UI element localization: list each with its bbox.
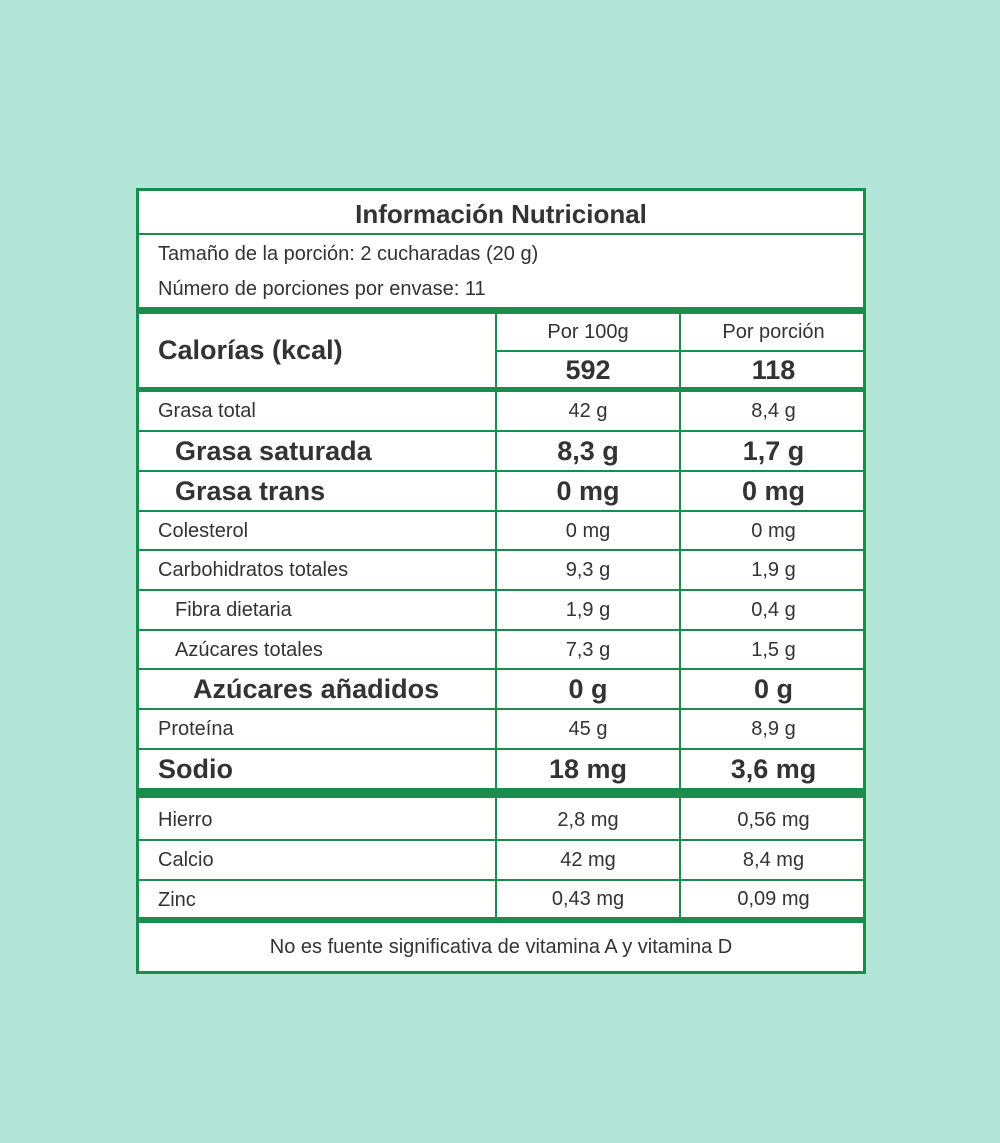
- column-header-per-100g: Por 100g: [547, 320, 629, 343]
- serving-size: Tamaño de la porción: 2 cucharadas (20 g): [158, 242, 539, 265]
- footer-note: No es fuente significativa de vitamina A y vitamina D: [269, 935, 733, 958]
- nutrient-per-100g: 18 mg: [548, 753, 628, 784]
- nutrient-per-100g: 0 mg: [556, 475, 620, 506]
- nutrient-name: Azúcares totales: [175, 638, 323, 661]
- mineral-name: Calcio: [158, 848, 214, 871]
- column-divider: [495, 392, 497, 788]
- nutrient-per-serving: 0 g: [753, 673, 793, 704]
- column-header-per-serving: Por porción: [722, 320, 825, 343]
- mineral-per-serving: 0,56 mg: [737, 808, 810, 831]
- nutrient-per-100g: 9,3 g: [565, 558, 611, 581]
- nutrient-per-serving: 1,7 g: [742, 435, 805, 466]
- nutrient-per-100g: 0 g: [568, 673, 608, 704]
- nutrient-per-100g: 0 mg: [565, 519, 611, 542]
- nutrient-name: Grasa saturada: [175, 435, 372, 466]
- mineral-per-serving: 8,4 mg: [742, 848, 805, 871]
- nutrient-per-100g: 7,3 g: [565, 638, 611, 661]
- calories-per-serving: 118: [751, 354, 796, 385]
- mineral-per-100g: 42 mg: [560, 848, 616, 871]
- column-divider: [679, 314, 681, 387]
- nutrient-per-100g: 1,9 g: [565, 598, 611, 621]
- nutrient-per-serving: 1,5 g: [751, 638, 796, 661]
- nutrient-per-serving: 8,9 g: [751, 717, 796, 740]
- mineral-name: Zinc: [158, 888, 196, 911]
- thick-divider: [139, 307, 863, 314]
- calories-label: Calorías (kcal): [158, 335, 343, 365]
- nutrient-name: Fibra dietaria: [175, 598, 292, 621]
- calories-per-100g: 592: [565, 354, 611, 385]
- mineral-name: Hierro: [158, 808, 213, 831]
- thick-divider: [139, 788, 863, 798]
- nutrient-per-serving: 0 mg: [741, 475, 806, 506]
- nutrient-per-serving: 1,9 g: [751, 558, 796, 581]
- nutrient-per-serving: 3,6 mg: [730, 753, 817, 784]
- nutrient-per-serving: 8,4 g: [751, 399, 796, 422]
- nutrient-per-serving: 0 mg: [751, 519, 796, 542]
- servings-per-container: Número de porciones por envase: 11: [158, 277, 486, 300]
- mineral-per-100g: 2,8 mg: [557, 808, 619, 831]
- column-divider: [679, 798, 681, 917]
- nutrient-name: Grasa total: [158, 399, 256, 422]
- nutrient-per-100g: 42 g: [568, 399, 608, 422]
- nutrient-per-serving: 0,4 g: [751, 598, 796, 621]
- nutrient-per-100g: 8,3 g: [557, 435, 619, 466]
- nutrient-name: Colesterol: [158, 519, 249, 542]
- nutrient-name: Sodio: [158, 753, 233, 784]
- nutrient-name: Carbohidratos totales: [158, 558, 349, 581]
- nutrient-name: Azúcares añadidos: [193, 673, 440, 704]
- mineral-per-100g: 0,43 mg: [551, 887, 625, 910]
- divider: [139, 233, 863, 235]
- nutrient-name: Proteína: [158, 717, 234, 740]
- column-divider: [495, 798, 497, 917]
- nutrient-per-100g: 45 g: [568, 717, 608, 740]
- nutrient-name: Grasa trans: [175, 475, 326, 506]
- nutrition-facts-label: [136, 188, 866, 974]
- column-divider: [679, 392, 681, 788]
- column-divider: [495, 314, 497, 387]
- mineral-per-serving: 0,09 mg: [737, 887, 810, 910]
- label-title: Información Nutricional: [355, 198, 647, 229]
